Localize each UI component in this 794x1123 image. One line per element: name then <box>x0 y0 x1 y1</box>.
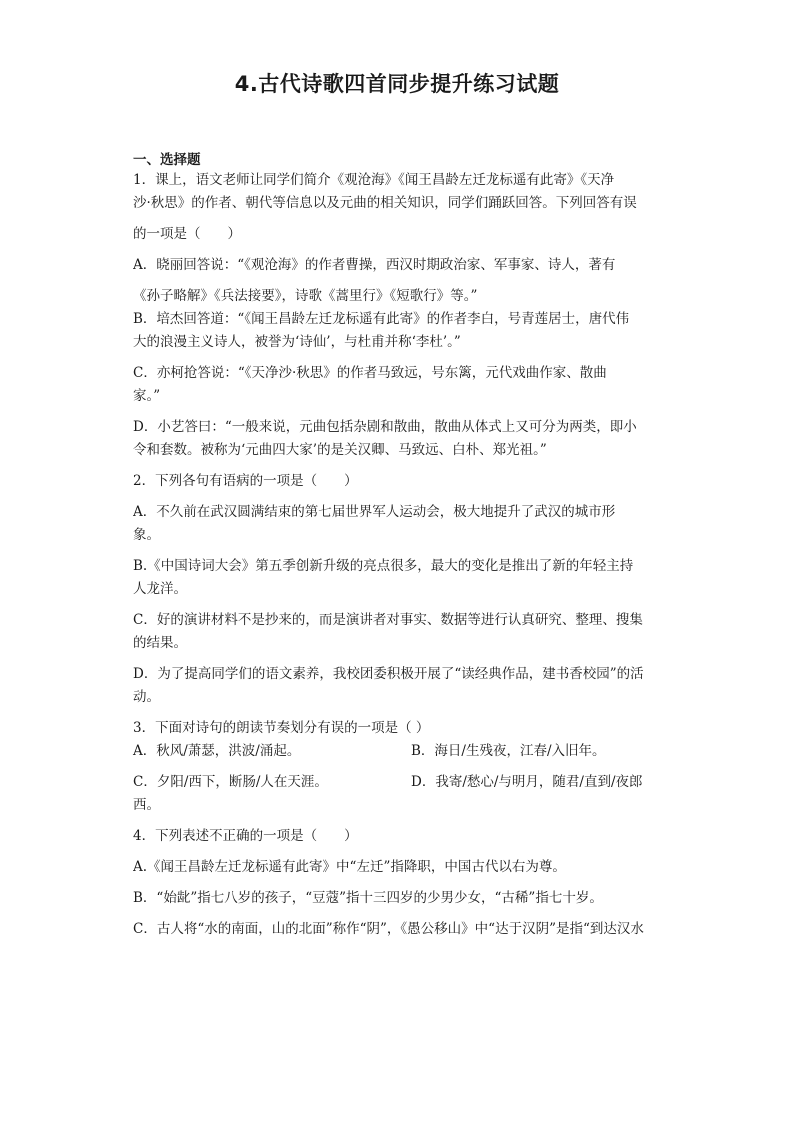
text-line: D．为了提高同学们的语文素养，我校团委积极开展了“读经典作品，建书香校园”的活 <box>133 666 644 682</box>
text-line: 的结果。 <box>133 635 187 651</box>
option-a: A．秋风/萧瑟，洪波/涌起。 <box>133 743 301 759</box>
text-line: 家。” <box>133 388 161 404</box>
question-body <box>133 172 663 952</box>
text-line: A.《闻王昌龄左迁龙标遥有此寄》中“左迁”指降职，中国古代以右为尊。 <box>133 859 566 875</box>
option-row <box>133 774 663 797</box>
text-line: 1．课上，语文老师让同学们简介《观沧海》《闻王昌龄左迁龙标遥有此寄》《天净 <box>133 172 615 188</box>
text-line: A．晓丽回答说：“《观沧海》的作者曹操，西汉时期政治家、军事家、诗人，著有 <box>133 257 616 273</box>
option-d: D．我寄/愁心/与明月，随君/直到/夜郎 <box>411 774 643 790</box>
text-line: 大的浪漫主义诗人，被誉为‘诗仙’，与杜甫并称‘李杜’。” <box>133 334 461 350</box>
option-row <box>133 743 663 774</box>
text-line: 西。 <box>133 797 160 813</box>
text-line: 4．下列表述不正确的一项是（ ） <box>133 828 358 844</box>
text-line: 人龙洋。 <box>133 581 187 597</box>
text-line: 的一项是（ ） <box>133 226 241 242</box>
text-line: C．好的演讲材料不是抄来的，而是演讲者对事实、数据等进行认真研究、整理、搜集 <box>133 612 643 628</box>
text-line: 象。 <box>133 527 160 543</box>
text-line: B．“始龀”指七八岁的孩子，“豆蔻”指十三四岁的少男少女，“古稀”指七十岁。 <box>133 890 603 906</box>
text-line: B．培杰回答道：“《闻王昌龄左迁龙标遥有此寄》的作者李白，号青莲居士，唐代伟 <box>133 311 630 327</box>
text-line: 动。 <box>133 689 160 705</box>
text-line: 《孙子略解》《兵法接要》，诗歌《蒿里行》《短歌行》等。” <box>133 288 478 304</box>
option-c: C．夕阳/西下，断肠/人在天涯。 <box>133 774 328 790</box>
text-line: C．古人将“水的南面，山的北面”称作“阴”，《愚公移山》中“达于汉阴”是指“到达汉水 <box>133 921 644 937</box>
text-line: 令和套数。被称为‘元曲四大家’的是关汉卿、马致远、白朴、郑光祖。” <box>133 442 547 458</box>
page-title: 4.古代诗歌四首同步提升练习试题 <box>234 72 560 96</box>
option-b: B．海日/生残夜，江春/入旧年。 <box>411 743 606 759</box>
section-heading: 一、选择题 <box>133 152 201 168</box>
text-line: B.《中国诗词大会》第五季创新升级的亮点很多，最大的变化是推出了新的年轻主持 <box>133 558 634 574</box>
text-line: C．亦柯抢答说：“《天净沙·秋思》的作者马致远，号东篱，元代戏曲作家、散曲 <box>133 365 607 381</box>
text-line: D．小艺答曰：“一般来说，元曲包括杂剧和散曲，散曲从体式上又可分为两类，即小 <box>133 419 637 435</box>
text-line: 沙·秋思》的作者、朝代等信息以及元曲的相关知识，同学们踊跃回答。下列回答有误 <box>133 195 637 211</box>
text-line: A．不久前在武汉圆满结束的第七届世界军人运动会，极大地提升了武汉的城市形 <box>133 504 616 520</box>
text-line: 3．下面对诗句的朗读节奏划分有误的一项是（ ） <box>133 720 430 736</box>
text-line: 2．下列各句有语病的一项是（ ） <box>133 473 358 489</box>
